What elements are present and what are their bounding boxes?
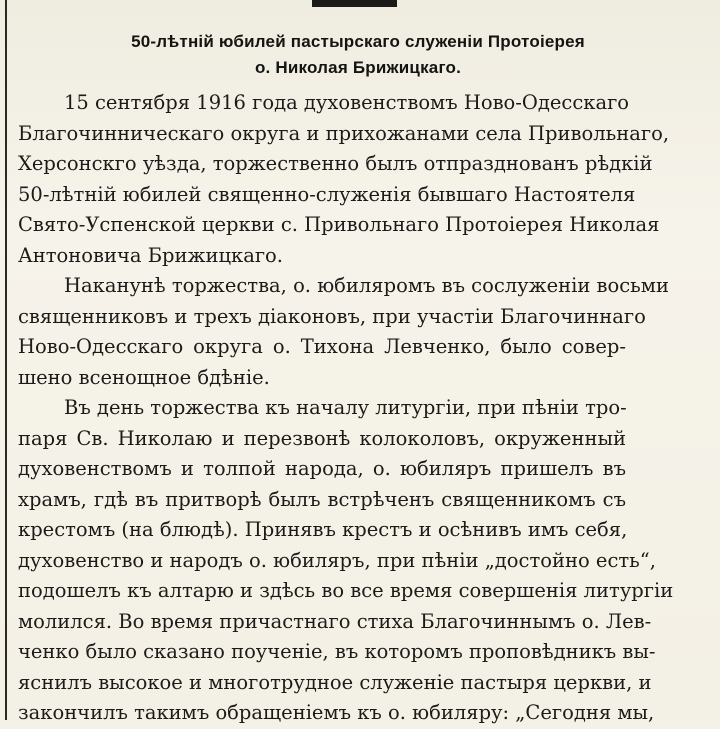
body-line: крестомъ (на блюдѣ). Принявъ крестъ и осѣнивъ имъ себя, — [18, 518, 628, 541]
body-line: ченко было сказано поученіе, въ которомъ проповѣдникъ вы- — [18, 640, 656, 663]
body-line: Херсонскго уѣзда, торжественно былъ отпразднованъ рѣдкій — [18, 152, 653, 175]
article-title-line-1: 50-лѣтній юбилей пастырскаго служеніи Протоіерея — [131, 32, 585, 51]
body-line: священниковъ и трехъ діаконовъ, при участіи Благочиннаго — [18, 304, 646, 328]
body-line: духовенство и народъ о. юбиляръ, при пѣніи „достойно есть“, — [18, 548, 656, 572]
article-title-line-2: о. Николая Брижицкаго. — [254, 58, 462, 77]
body-line: Благочинническаго округа и прихожанами села Привольнаго, — [18, 121, 670, 145]
body-line: 50-лѣтній юбилей священно-служенія бывшаго Настоятеля — [18, 182, 636, 206]
body-line: молился. Во время причастнаго стиха Благочиннымъ о. Лев- — [18, 609, 652, 633]
body-line: Въ день торжества къ началу литургіи, при пѣніи тро- — [64, 396, 627, 419]
left-margin-rule — [5, 0, 7, 720]
top-rule-divider — [312, 0, 397, 7]
body-line: Наканунѣ торжества, о. юбиляромъ въ сослуженіи восьми — [64, 274, 669, 297]
article-body — [18, 88, 674, 729]
body-line: Свято-Успенской церкви с. Привольнаго Протоіерея Николая — [18, 213, 660, 236]
body-line: шено всенощное бдѣніе. — [18, 365, 270, 389]
body-line: паря Св. Николаю и перезвонѣ колоколовъ, окруженный — [18, 426, 626, 450]
body-line: Антоновича Брижицкаго. — [18, 243, 283, 267]
body-line: закончилъ такимъ обращеніемъ къ о. юбиляру: „Сегодня мы, — [18, 701, 655, 724]
body-line: храмъ, гдѣ въ притворѣ былъ встрѣченъ священникомъ съ — [18, 487, 626, 511]
body-line: яснилъ высокое и многотрудное служеніе пастыря церкви, и — [18, 670, 652, 694]
body-line: духовенствомъ и толпой народа, о. юбиляръ пришелъ въ — [18, 457, 626, 480]
body-line: Ново-Одесскаго округа о. Тихона Левченко, было совер- — [18, 335, 626, 358]
body-line: подошелъ къ алтарю и здѣсь во все время совершенія литургіи — [18, 579, 674, 602]
body-line: 15 сентября 1916 года духовенствомъ Ново-Одесскаго — [64, 91, 630, 114]
